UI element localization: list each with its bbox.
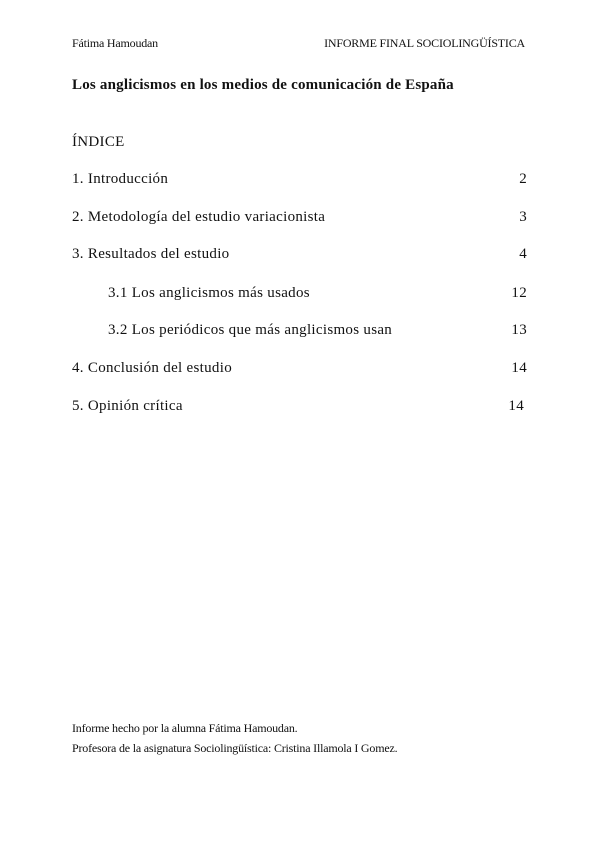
toc-item-page: 2: [519, 171, 527, 187]
footer-professor-note: Profesora de la asignatura Sociolingüística: Cristina Illamola I Gomez.: [72, 741, 398, 755]
toc-heading: ÍNDICE: [72, 134, 125, 150]
toc-item-page: 14: [511, 360, 527, 376]
toc-item-label: 4. Conclusión del estudio: [72, 360, 232, 376]
toc-item-page: 3: [519, 209, 527, 225]
toc-item-page: 14: [508, 398, 524, 414]
toc-item-page: 4: [519, 246, 527, 262]
toc-item-label: 3. Resultados del estudio: [72, 246, 230, 262]
footer-student-note: Informe hecho por la alumna Fátima Hamoudan.: [72, 721, 298, 735]
toc-item-page: 13: [511, 322, 527, 338]
header-report-title: INFORME FINAL SOCIOLINGÜÍSTICA: [324, 36, 525, 50]
toc-item-conclusion: [72, 360, 527, 380]
toc-item-label: 1. Introducción: [72, 171, 169, 187]
document-title: Los anglicismos en los medios de comunicación de España: [72, 77, 454, 93]
toc-item-periodicos: [72, 322, 527, 342]
toc-item-page: 12: [511, 285, 527, 301]
toc-item-opinion: [72, 398, 527, 418]
toc-item-label: 3.2 Los periódicos que más anglicismos usan: [108, 322, 393, 338]
toc-item-label: 2. Metodología del estudio variacionista: [72, 209, 326, 225]
toc-item-metodologia: [72, 209, 527, 229]
toc-item-resultados: [72, 246, 527, 266]
toc-item-label: 5. Opinión crítica: [72, 398, 183, 414]
toc-item-label: 3.1 Los anglicismos más usados: [108, 285, 310, 301]
toc-item-introduccion: [72, 171, 527, 191]
header-author: Fátima Hamoudan: [72, 36, 158, 50]
toc-item-anglicismos-usados: [72, 285, 527, 305]
